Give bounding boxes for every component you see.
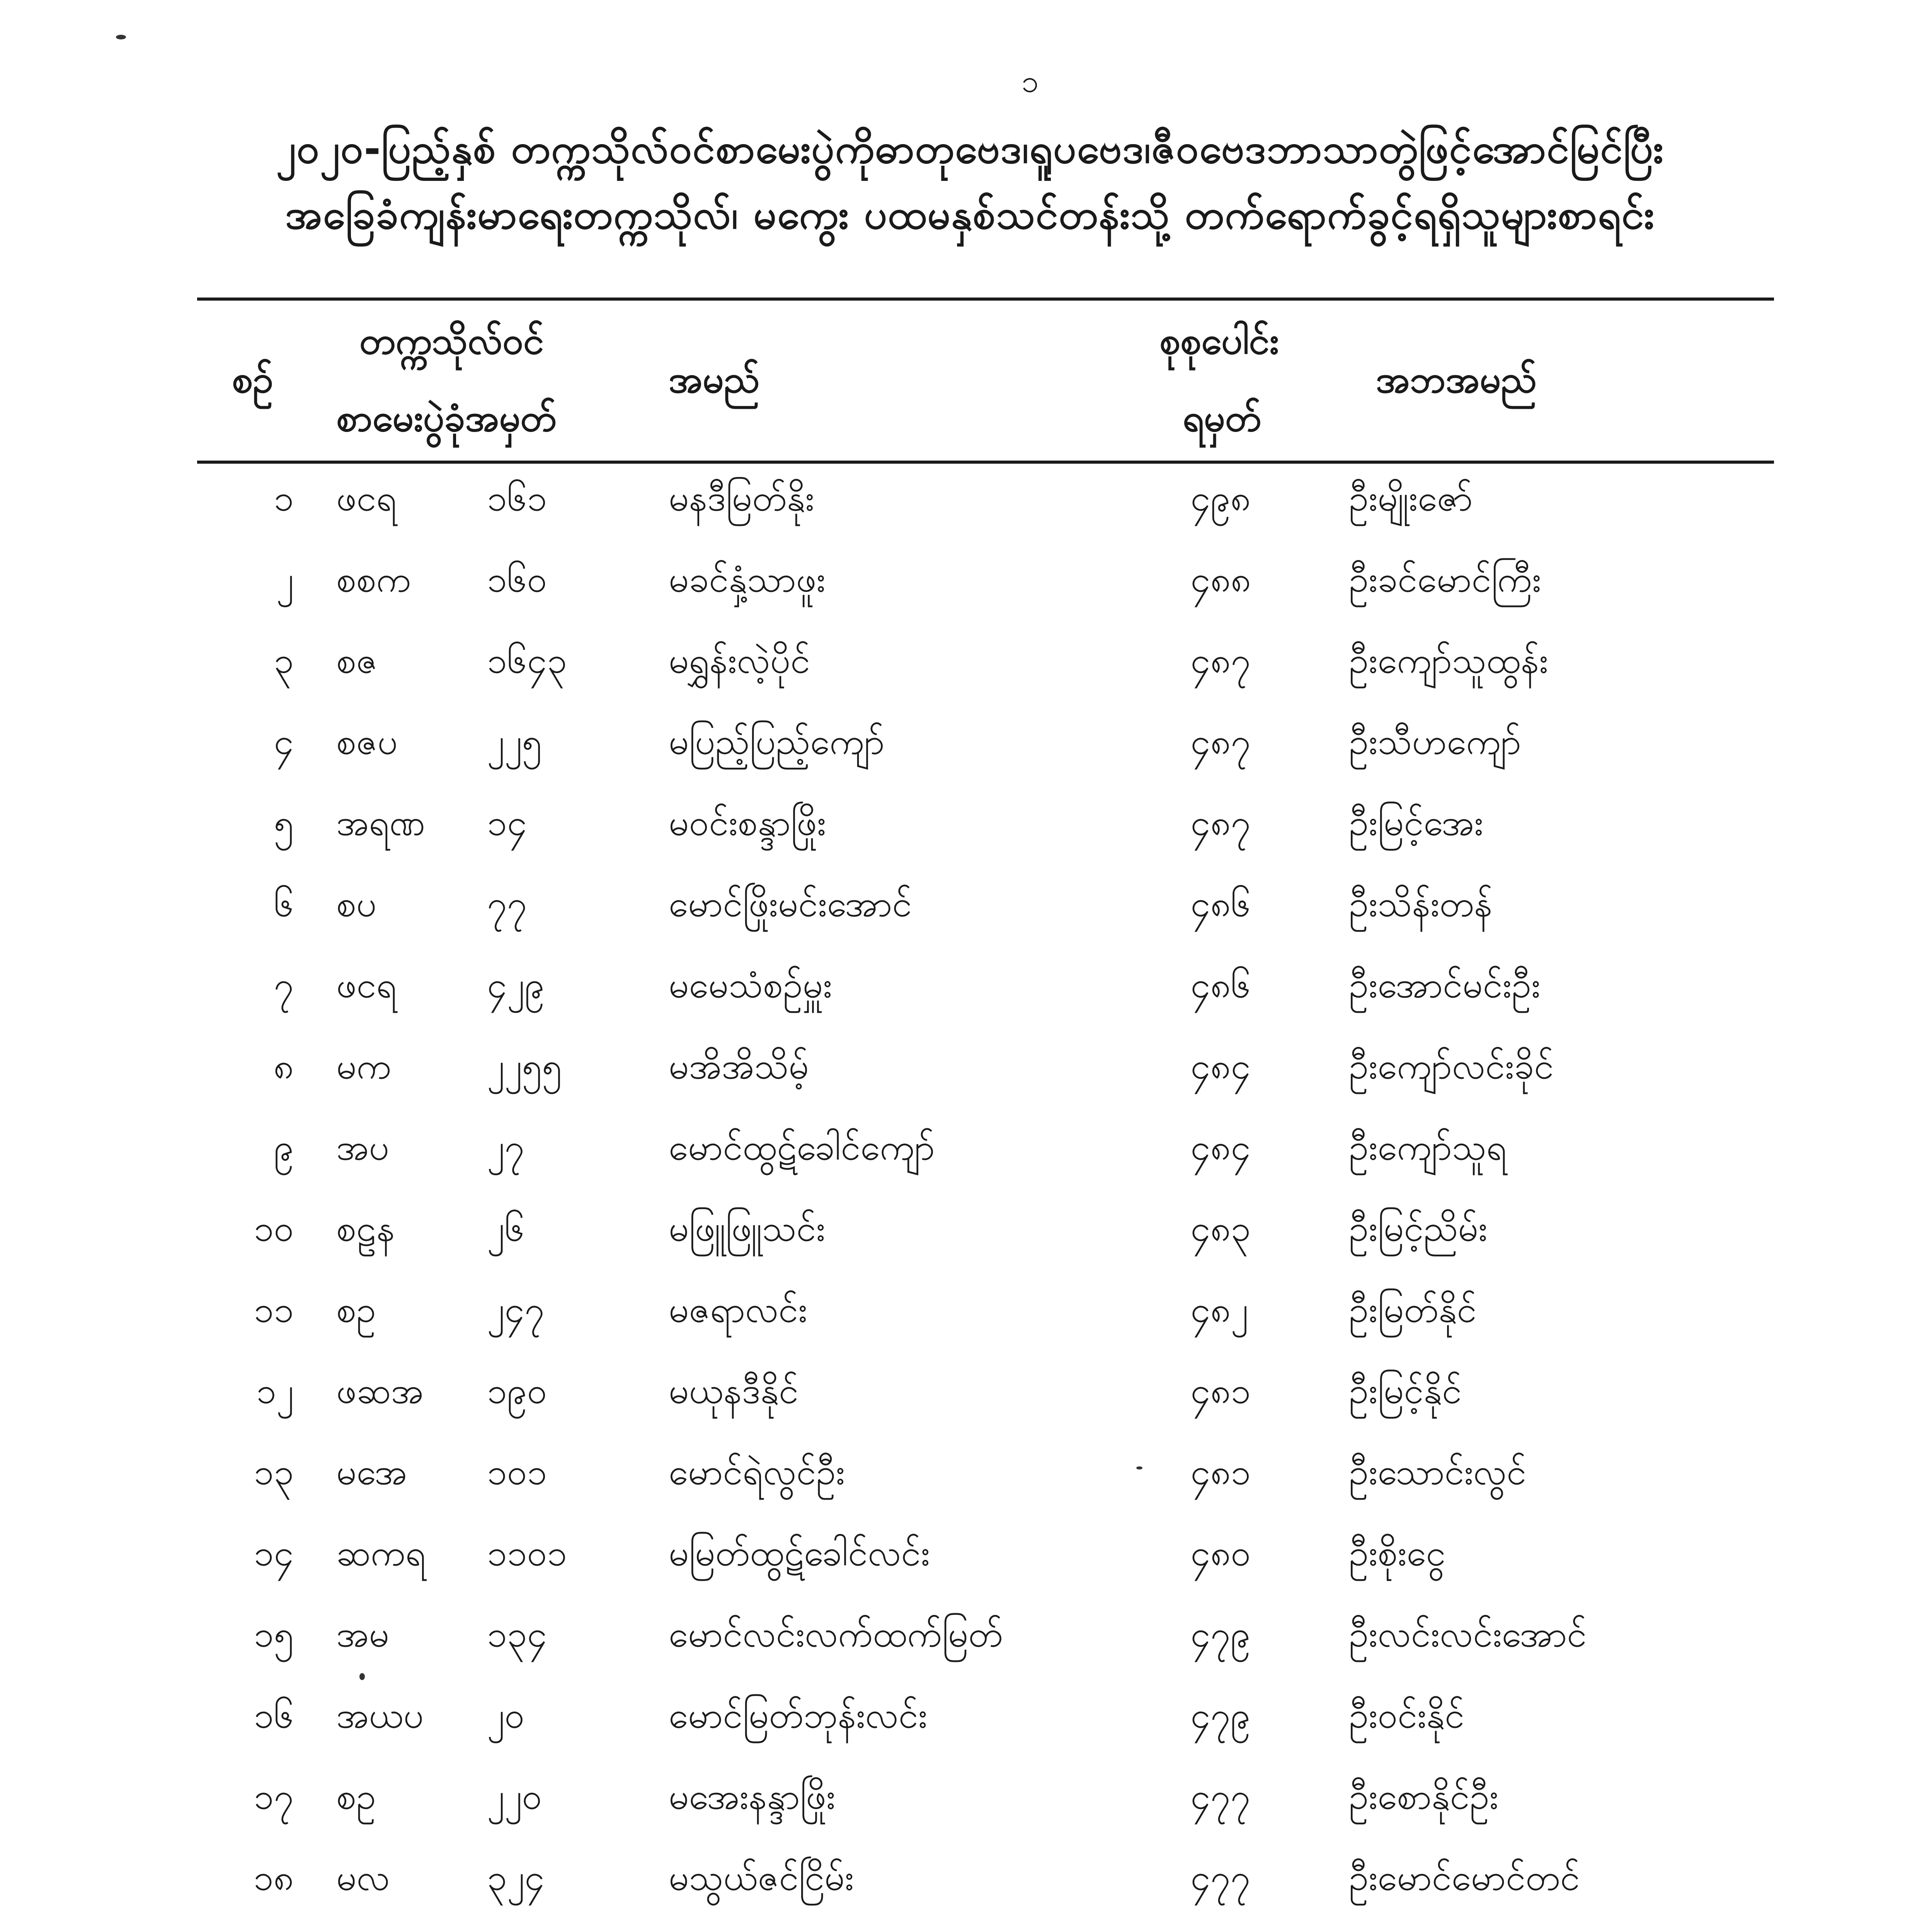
exam-number: ၃၂၄ <box>487 1857 545 1898</box>
total-score: ၄၉၈ <box>1190 478 1251 519</box>
row-number: ၇ <box>274 964 294 1006</box>
row-number: ၁၅ <box>254 1614 294 1655</box>
total-score: ၄၈၆ <box>1190 883 1251 925</box>
table-row <box>0 1600 1917 1681</box>
row-number: ၁၃ <box>254 1451 294 1493</box>
table-row <box>0 951 1917 1032</box>
exam-number: ၂၆ <box>487 1208 524 1249</box>
row-number: ၈ <box>273 1046 294 1087</box>
father-name: ဦးခင်မောင်ကြီး <box>1349 559 1541 600</box>
father-name: ဦးသိန်းတန် <box>1349 883 1493 925</box>
scan-speck <box>1136 1466 1142 1469</box>
exam-number: ၁၆၄၃ <box>487 640 567 681</box>
total-score: ၄၈၈ <box>1190 559 1251 600</box>
header-score-line1: စုစုပေါင်း <box>1159 319 1279 362</box>
student-name: မဇရာလင်း <box>669 1289 807 1330</box>
exam-prefix: စဠန <box>336 1208 395 1249</box>
title-line-1: ၂၀၂၀-ပြည့်နှစ် တက္ကသိုလ်ဝင်စာမေးပွဲကိုဓာတုဗေဒ၊ရူပဗေဒ၊ဇီဝဗေဒဘာသာတွဲဖြင့်အောင်မြင်ပြီး <box>276 125 1664 172</box>
exam-prefix: ဖဆအ <box>336 1370 424 1412</box>
table-row <box>0 1356 1917 1437</box>
student-name: မအေးနန္ဒာဖြိုး <box>669 1776 836 1817</box>
total-score: ၄၈၇ <box>1190 721 1251 762</box>
exam-prefix: မက <box>336 1046 392 1087</box>
father-name: ဦးဝင်းနိုင် <box>1349 1695 1464 1736</box>
father-name: ဦးစောနိုင်ဦး <box>1349 1776 1498 1817</box>
exam-prefix: မအေ <box>336 1451 407 1493</box>
table-row <box>0 464 1917 545</box>
father-name: ဦးစိုးငွေ <box>1349 1532 1446 1574</box>
row-number: ၁၁ <box>254 1289 294 1330</box>
student-name: မောင်လင်းလက်ထက်မြတ် <box>669 1614 1003 1655</box>
row-number: ၁၀ <box>254 1208 294 1249</box>
student-name: မသွယ်ဇင်ငြိမ်း <box>669 1857 854 1898</box>
table-top-rule <box>197 298 1774 301</box>
table-row <box>0 1437 1917 1519</box>
row-number: ၂ <box>276 559 294 600</box>
exam-number: ၂၀ <box>487 1695 524 1736</box>
row-number: ၅ <box>274 802 294 844</box>
student-name: မဖြူဖြူသင်း <box>669 1208 825 1249</box>
total-score: ၄၈၇ <box>1190 640 1251 681</box>
father-name: ဦးမျိုးဇော် <box>1349 478 1473 519</box>
exam-number: ၂၇ <box>487 1127 524 1168</box>
table-row <box>0 788 1917 869</box>
student-name: မောင်ဖြိုးမင်းအောင် <box>669 883 912 925</box>
student-name: မောင်မြတ်ဘုန်းလင်း <box>669 1695 928 1736</box>
exam-prefix: စဇ <box>336 640 378 681</box>
exam-number: ၂၄၇ <box>487 1289 545 1330</box>
exam-prefix: အရဏ <box>336 802 425 844</box>
exam-prefix: စဥ <box>336 1776 376 1817</box>
table-row <box>0 1681 1917 1762</box>
total-score: ၄၈၆ <box>1190 964 1251 1006</box>
exam-prefix: စပ <box>336 883 377 925</box>
row-number: ၁၂ <box>256 1370 294 1412</box>
row-number: ၁၆ <box>254 1695 294 1736</box>
row-number: ၉ <box>274 1127 294 1168</box>
father-name: ဦးမြတ်နိုင် <box>1349 1289 1477 1330</box>
exam-prefix: ဆကရ <box>336 1532 426 1574</box>
exam-number: ၁၀၁ <box>487 1451 547 1493</box>
row-number: ၁၇ <box>254 1776 294 1817</box>
father-name: ဦးသီဟကျော် <box>1349 721 1521 762</box>
father-name: ဦးအောင်မင်းဦး <box>1349 964 1541 1006</box>
father-name: ဦးမောင်မောင်တင် <box>1349 1857 1580 1898</box>
total-score: ၄၈၄ <box>1190 1046 1251 1087</box>
document-title <box>216 116 1724 247</box>
father-name: ဦးမြင့်ညိမ်း <box>1349 1208 1488 1249</box>
student-name: မဝင်းစန္ဒာဖြိုး <box>669 802 826 844</box>
father-name: ဦးသောင်းလွင် <box>1349 1451 1527 1493</box>
row-number: ၁ <box>274 478 294 519</box>
total-score: ၄၇၇ <box>1190 1776 1251 1817</box>
student-name: မောင်ရဲလွင်ဦး <box>669 1451 845 1493</box>
exam-number: ၁၆၀ <box>487 559 547 600</box>
father-name: ဦးကျော်သူထွန်း <box>1349 640 1548 681</box>
row-number: ၄ <box>274 721 294 762</box>
exam-number: ၇၇ <box>487 883 527 925</box>
total-score: ၄၈၁ <box>1190 1370 1251 1412</box>
table-row <box>0 1762 1917 1843</box>
header-score-line2: ရမှတ် <box>1183 396 1262 440</box>
table-row <box>0 707 1917 788</box>
student-name: မမေသံစဉ်မှူး <box>669 964 832 1006</box>
total-score: ၄၈၃ <box>1190 1208 1251 1249</box>
student-name: မနဒီမြတ်နိုး <box>669 478 814 519</box>
scan-speck <box>116 35 126 39</box>
table-row <box>0 1519 1917 1600</box>
father-name: ဦးလင်းလင်းအောင် <box>1349 1614 1587 1655</box>
father-name: ဦးမြင့်နိုင် <box>1349 1370 1462 1412</box>
total-score: ၄၈၁ <box>1190 1451 1251 1493</box>
total-score: ၄၈၂ <box>1190 1289 1248 1330</box>
header-father-name: အဘအမည် <box>1376 358 1537 401</box>
table-row <box>0 869 1917 951</box>
header-no: စဉ် <box>232 358 274 401</box>
student-name: မယုနဒီနိုင် <box>669 1370 799 1412</box>
exam-prefix: စဇပ <box>336 721 398 762</box>
table-row <box>0 1113 1917 1194</box>
exam-prefix: အပ <box>336 1127 389 1168</box>
row-number: ၁၈ <box>253 1857 294 1898</box>
exam-prefix: မလ <box>336 1857 390 1898</box>
student-name: မခင်နှံ့သာဖူး <box>669 559 826 600</box>
student-name: မအိအိသိမ့် <box>669 1046 809 1087</box>
scan-speck <box>359 1673 365 1680</box>
father-name: ဦးကျော်လင်းခိုင် <box>1349 1046 1554 1087</box>
row-number: ၆ <box>274 883 294 925</box>
table-row <box>0 1275 1917 1356</box>
father-name: ဦးကျော်သူရ <box>1349 1127 1507 1168</box>
exam-prefix: အမ <box>336 1614 390 1655</box>
father-name: ဦးမြင့်အေး <box>1349 802 1483 844</box>
total-score: ၄၈၇ <box>1190 802 1251 844</box>
exam-number: ၂၂၅ <box>487 721 542 762</box>
total-score: ၄၈၀ <box>1190 1532 1251 1574</box>
exam-number: ၁၉၀ <box>487 1370 547 1412</box>
student-name: မမြတ်ထွဋ်ခေါင်လင်း <box>669 1532 930 1574</box>
exam-number: ၄၂၉ <box>487 964 545 1006</box>
table-header-rule <box>197 461 1774 464</box>
total-score: ၄၇၇ <box>1190 1857 1251 1898</box>
exam-number: ၁၃၄ <box>487 1614 547 1655</box>
header-exam-line2: စာမေးပွဲခုံအမှတ် <box>336 396 557 440</box>
exam-number: ၁၁၀၁ <box>487 1532 567 1574</box>
table-header <box>0 301 1917 460</box>
total-score: ၄၇၉ <box>1190 1695 1251 1736</box>
exam-number: ၁၄ <box>487 802 527 844</box>
exam-number: ၁၆၁ <box>487 478 547 519</box>
exam-prefix: ဖငရ <box>336 964 397 1006</box>
student-name: မောင်ထွဋ်ခေါင်ကျော် <box>669 1127 935 1168</box>
exam-prefix: စဥ <box>336 1289 376 1330</box>
table-row <box>0 626 1917 707</box>
exam-prefix: အယပ <box>336 1695 424 1736</box>
student-name: မပြည့်ပြည့်ကျော် <box>669 721 885 762</box>
exam-prefix: စစက <box>336 559 411 600</box>
table-row <box>0 1194 1917 1275</box>
table-body <box>0 464 1917 1932</box>
header-exam-line1: တက္ကသိုလ်ဝင် <box>359 319 544 362</box>
page-number: ၁ <box>1021 63 1039 99</box>
title-line-2: အခြေခံကျန်းမာရေးတက္ကသိုလ်၊ မကွေး ပထမနှစ်သင်တန်းသို့ တက်ရောက်ခွင့်ရရှိသူများစာရင်း <box>285 191 1655 238</box>
row-number: ၁၄ <box>254 1532 294 1574</box>
row-number: ၃ <box>274 640 294 681</box>
table-row <box>0 545 1917 626</box>
table-row <box>0 1032 1917 1113</box>
total-score: ၄၈၄ <box>1190 1127 1251 1168</box>
exam-number: ၂၂၅၅ <box>487 1046 562 1087</box>
header-name: အမည် <box>669 358 760 401</box>
student-name: မရွှန်းလဲ့ပိုင် <box>669 640 810 681</box>
table-row <box>0 1843 1917 1924</box>
total-score: ၄၇၉ <box>1190 1614 1251 1655</box>
exam-prefix: ဖငရ <box>336 478 397 519</box>
table-row <box>0 1924 1917 1932</box>
exam-number: ၂၂၀ <box>487 1776 542 1817</box>
